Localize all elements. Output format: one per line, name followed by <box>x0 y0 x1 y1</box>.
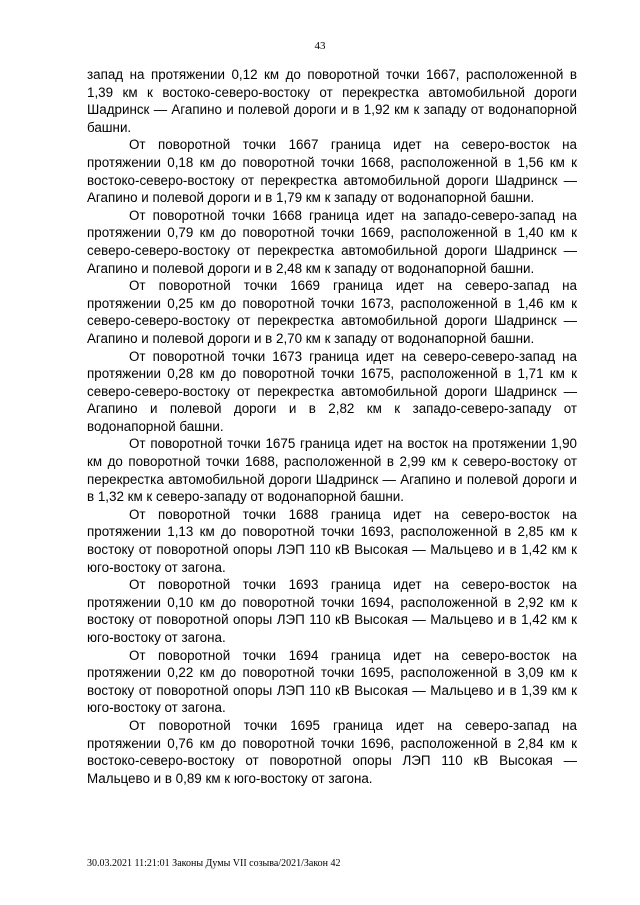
paragraph-2: От поворотной точки 1667 граница идет на северо-восток на протяжении 0,18 км до поворотной точки 1668, расположенной в 1,56 км к востоко-северо-востоку от перекрестка автомобильной дороги Шадринск — Агапино и полевой дороги и в 1,79 км к западу от водонапорной башни. <box>87 137 577 206</box>
paragraph-5: От поворотной точки 1673 граница идет на северо-северо-запад на протяжении 0,28 км до поворотной точки 1675, расположенной в 1,71 км к северо-северо-востоку от перекрестка автомобильной дороги Шадринск — Агапино и полевой дороги и в 2,82 км к западо-северо-западу от водонапорной башни. <box>87 348 577 434</box>
paragraph-1: запад на протяжении 0,12 км до поворотной точки 1667, расположенной в 1,39 км к востоко-северо-востоку от перекрестка автомобильной дороги Шадринск — Агапино и полевой дороги и в 1,92 км к западу от водонапорной башни. <box>87 67 577 135</box>
paragraph-8: От поворотной точки 1693 граница идет на северо-восток на протяжении 0,10 км до поворотной точки 1694, расположенной в 2,92 км к востоку от поворотной опоры ЛЭП 110 кВ Высокая — Мальцево и в 1,42 км к юго-востоку от загона. <box>87 577 577 645</box>
paragraph-7: От поворотной точки 1688 граница идет на северо-восток на протяжении 1,13 км до поворотной точки 1693, расположенной в 2,85 км к востоку от поворотной опоры ЛЭП 110 кВ Высокая — Мальцево и в 1,42 км к юго-востоку от загона. <box>87 506 577 575</box>
paragraph-9: От поворотной точки 1694 граница идет на северо-восток на протяжении 0,22 км до поворотной точки 1695, расположенной в 3,09 км к востоку от поворотной опоры ЛЭП 110 кВ Высокая — Мальцево и в 1,39 км к юго-востоку от загона. <box>87 647 577 716</box>
paragraph-4: От поворотной точки 1669 граница идет на северо-запад на протяжении 0,25 км до поворотной точки 1673, расположенной в 1,46 км к северо-северо-востоку от перекрестка автомобильной дороги Шадринск — Агапино и полевой дороги и в 2,70 км к западу от водонапорной башни. <box>87 278 577 346</box>
paragraph-3: От поворотной точки 1668 граница идет на западо-северо-запад на протяжении 0,79 км до поворотной точки 1669, расположенной в 1,40 км к северо-северо-востоку от перекрестка автомобильной дороги Шадринск — Агапино и полевой дороги и в 2,48 км к западу от водонапорной башни. <box>87 207 577 276</box>
page-number: 43 <box>314 40 326 52</box>
paragraph-6: От поворотной точки 1675 граница идет на восток на протяжении 1,90 км до поворотной точки 1688, расположенной в 2,99 км к северо-востоку от перекрестка автомобильной дороги Шадринск — Агапино и полевой дороги и в 1,32 км к северо-западу от водонапорной башни. <box>87 436 577 505</box>
paragraph-10: От поворотной точки 1695 граница идет на северо-запад на протяжении 0,76 км до поворотной точки 1696, расположенной в 2,84 км к востоко-северо-востоку от поворотной опоры ЛЭП 110 кВ Высокая — Мальцево и в 0,89 км к юго-востоку от загона. <box>87 717 577 786</box>
document-footer: 30.03.2021 11:21:01 Законы Думы VII созыва/2021/Закон 42 <box>87 858 341 869</box>
document-body <box>87 66 577 787</box>
